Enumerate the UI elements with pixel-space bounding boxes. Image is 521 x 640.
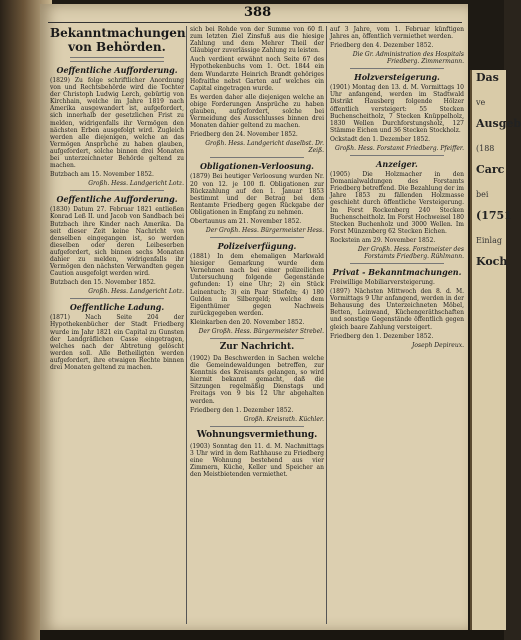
divider	[350, 155, 444, 156]
signature: Der Großh. Hess. Forstmeister des Forstamts Friedberg. Rühlmann.	[357, 245, 464, 260]
paragraph: Friedberg den 1. Dezember 1852.	[190, 406, 294, 414]
paragraph: Friedberg den 1. Dezember 1852.	[330, 332, 434, 340]
divider	[70, 57, 164, 58]
signature: Der Großh. Hess. Bürgermeister Hess.	[205, 227, 324, 235]
signature: Großh. Hess. Landgericht Lotz.	[88, 180, 184, 188]
section-title: Oeffentliche Aufforderung.	[56, 65, 178, 75]
section-title: Zur Nachricht.	[219, 342, 295, 352]
section-title: Oeffentliche Aufforderung.	[56, 194, 178, 205]
paragraph: (1879) Bei heutiger Verloosung wurden Nr. 20 von 12. je 100 fl. Obligationen zur Rückzahlung auf den 1. Januar 1853 bestimmt und der Betrag bei dem Rentamte Friedberg gegen Rückgabe der Obligationen in Empfang zu nehmen.	[190, 173, 324, 216]
paragraph: (1829) Zu folge schriftlicher Anordnung von und Rechtsbehörde wird die Tochter der Christoph Ludwig Lerch, gebürtig von Kirchhain, welche im Jahre 1819 nach Amerika ausgewandert ist, aufgefordert, sich innerhalb der gesetzlichen Frist zu melden, widrigenfalls ihr Vermögen den nächsten Erben ausgefolgt wird. Zugleich werden alle diejenigen, welche an das Vermögen Ansprüche zu haben glauben, aufgefordert, solche binnen drei Monaten bei unterzeichneter Behörde geltend zu machen.	[50, 77, 184, 170]
paragraph: Obertaunus am 21. November 1852.	[190, 217, 302, 225]
facing-page-word: (1751	[476, 209, 512, 222]
column-3	[330, 26, 464, 624]
paragraph: (1903) Sonntag den 11. d. M. Nachmittags 3 Uhr wird in dem Rathhause zu Friedberg eine Wohnung bestehend aus vier Zimmern, Küche, Keller und Speicher an den Meistbietenden vermiethet.	[190, 442, 324, 479]
facing-page-word: Das	[476, 71, 499, 84]
paragraph: (1881) In dem ehemaligen Markwald hiesiger Gemarkung wurde dem Vernehmen nach bei einer polizeilichen Untersuchung folgende Gegenstände gefunden: 1) eine Uhr; 2) ein Stück Leinentuch; 3) ein Paar Stiefeln; 4) 180 Gulden in Silbergeld; welche dem Eigenthümer gegen Nachweis zurückgegeben werden.	[190, 253, 324, 317]
paragraph: Auch verdient erwähnt noch Seite 67 des Hypothekenbuchs vom 1. Oct. 1844 ein dem Wundarzte Heinrich Brandt gehöriges Hofraithe nebst Garten auf welches ein Capital eingetragen wurde.	[190, 56, 324, 92]
facing-page-word: Koch	[476, 255, 508, 268]
section-title: Oeffentliche Ladung.	[69, 302, 165, 313]
facing-page-word: (188	[476, 144, 495, 153]
paragraph: Friedberg den 24. November 1852.	[190, 131, 298, 139]
paragraph: (1901) Montag den 13. d. M. Vormittags 10 Uhr anfangend, werden im Stadtwald Distrikt Hausberg folgende Hölzer öffentlich versteigert: 55 Stecken Buchenscheitholz, 7 Stecken Knüppelholz, 1830 Wellen Durchforstungsholz, 127 Stämme Eichen und 36 Stecken Stockholz.	[330, 84, 464, 134]
signature: Die Gr. Administration des Hospitals Friedberg. Zimmermann.	[352, 51, 464, 66]
signature: Großh. Kreisrath. Küchler.	[243, 415, 324, 423]
paragraph: Es werden daher alle diejenigen welche an obige Forderungen Ansprüche zu haben glauben, aufgefordert, solche bei Vermeidung des Ausschlusses binnen drei Monaten dahier geltend zu machen.	[190, 93, 324, 130]
signature: Joseph Depireux.	[412, 341, 464, 349]
divider	[350, 263, 444, 264]
signature: Großh. Hess. Forstamt Friedberg. Pfeiffer.	[334, 145, 464, 153]
column-divider	[186, 26, 187, 624]
section-title: Obligationen-Verloosung.	[200, 161, 314, 172]
paragraph: Butzbach am 15. November 1852.	[50, 171, 154, 179]
page-number: 388	[244, 5, 272, 20]
facing-page-word: Carc	[476, 163, 505, 176]
divider	[210, 157, 304, 158]
column-1	[50, 26, 184, 624]
paragraph: (1830) Datum 27. Februar 1821 entließen Konrad Leß II. und Jacob von Sandbach bei Butzbach ihre Kinder nach Amerika. Da seit dieser Zeit keine Nachricht von denselben eingegangen ist, so werden dieselben oder deren Leibeserben aufgefordert, sich binnen sechs Monaten dahier zu melden, widrigenfalls ihr Vermögen den nächsten Verwandten gegen Caution ausgefolgt werden wird.	[50, 206, 184, 278]
divider	[210, 338, 304, 339]
paragraph: Freiwillige Mobiliarversteigerung.	[330, 278, 435, 286]
paragraph: auf 3 Jahre, vom 1. Februar künftigen Jahres an, öffentlich vermiethet werden.	[330, 26, 464, 41]
paragraph: (1902) Da Beschwerden in Sachen welche die Gemeindewaldungen betreffen, zur Kenntnis des Kreisamts gelangen, so wird hiermit bekannt gemacht, daß die Sitzungen regelmäßig Dienstags und Freitags von 9 bis 12 Uhr abgehalten werden.	[190, 355, 324, 405]
facing-page-word: ve	[476, 98, 486, 107]
facing-page-fragment	[470, 70, 521, 630]
section-heading: Bekanntmachungen von Behörden.	[50, 26, 186, 54]
divider	[70, 298, 164, 299]
paragraph: Kleinkarben den 20. November 1852.	[190, 318, 305, 326]
signature: Großh. Hess. Landgericht daselbst. Dr. Zeiß.	[205, 140, 324, 155]
paragraph: Butzbach den 15. November 1852.	[50, 279, 156, 287]
signature: Großh. Hess. Landgericht Lotz.	[88, 288, 184, 296]
section-title: Holzversteigerung.	[354, 72, 440, 83]
section-title: Privat - Bekanntmachungen.	[332, 266, 462, 277]
header-rule	[48, 22, 462, 23]
paragraph: (1905) Die Holzmacher in den Domanialwaldungen des Forstamts Friedberg betreffend. Die Bezahlung der im Jahre 1853 zu fällenden Holzmasse geschieht durch öffentliche Versteigerung. Im Forst Rockenberg 240 Stecken Buchenscheitholz. Im Forst Hochweisel 180 Stecken Buchenholz und 3000 Wellen. Im Forst Münzenberg 62 Stecken Eichen.	[330, 171, 464, 235]
facing-page-word: Ausgeb	[476, 117, 521, 130]
paragraph: (1897) Nächsten Mittwoch den 8. d. M. Vormittags 9 Uhr anfangend, werden in der Behausung des Unterzeichneten Möbel, Betten, Leinwand, Küchengeräthschaften und sonstige Gegenstände öffentlich gegen gleich baare Zahlung versteigert.	[330, 288, 464, 331]
facing-page-word: Einlag	[476, 236, 502, 245]
scan-bottom-edge	[40, 630, 504, 640]
divider	[210, 426, 304, 427]
column-divider	[326, 26, 327, 624]
divider	[210, 237, 304, 238]
divider	[350, 68, 444, 69]
paragraph: sich bei Rohde von der Summe von 60 fl. zum letzten Ziel Zinsfuß aus die hiesige Zahlung und dem Mehrer Theil der Gläubiger zuverlässige Zahlung zu leisten.	[190, 26, 324, 55]
divider	[70, 61, 164, 62]
section-title: Polizeiverfügung.	[217, 241, 297, 252]
paragraph: (1871) Nach Seite 204 der Hypothekenbücher der Stadt Friedberg wurde im Jahr 1821 ein Capital zu Gunsten der Landgräflichen Casse eingetragen, welches nach der Abtretung gelöscht werden soll. Alle Betheiligten werden aufgefordert, ihre etwaigen Rechte binnen drei Monaten geltend zu machen.	[50, 314, 184, 371]
column-2	[190, 26, 324, 624]
signature: Der Großh. Hess. Bürgermeister Strebel.	[198, 328, 324, 335]
paragraph: Friedberg den 4. Dezember 1852.	[330, 42, 434, 50]
section-title: Wohnungsvermiethung.	[196, 429, 318, 440]
facing-page-word: bei	[476, 190, 489, 199]
section-title: Anzeiger.	[376, 159, 418, 170]
paragraph: Rockstein am 29. November 1852.	[330, 236, 436, 244]
paragraph: Ockstadt den 1. Dezember 1852.	[330, 135, 431, 143]
divider	[70, 190, 164, 191]
